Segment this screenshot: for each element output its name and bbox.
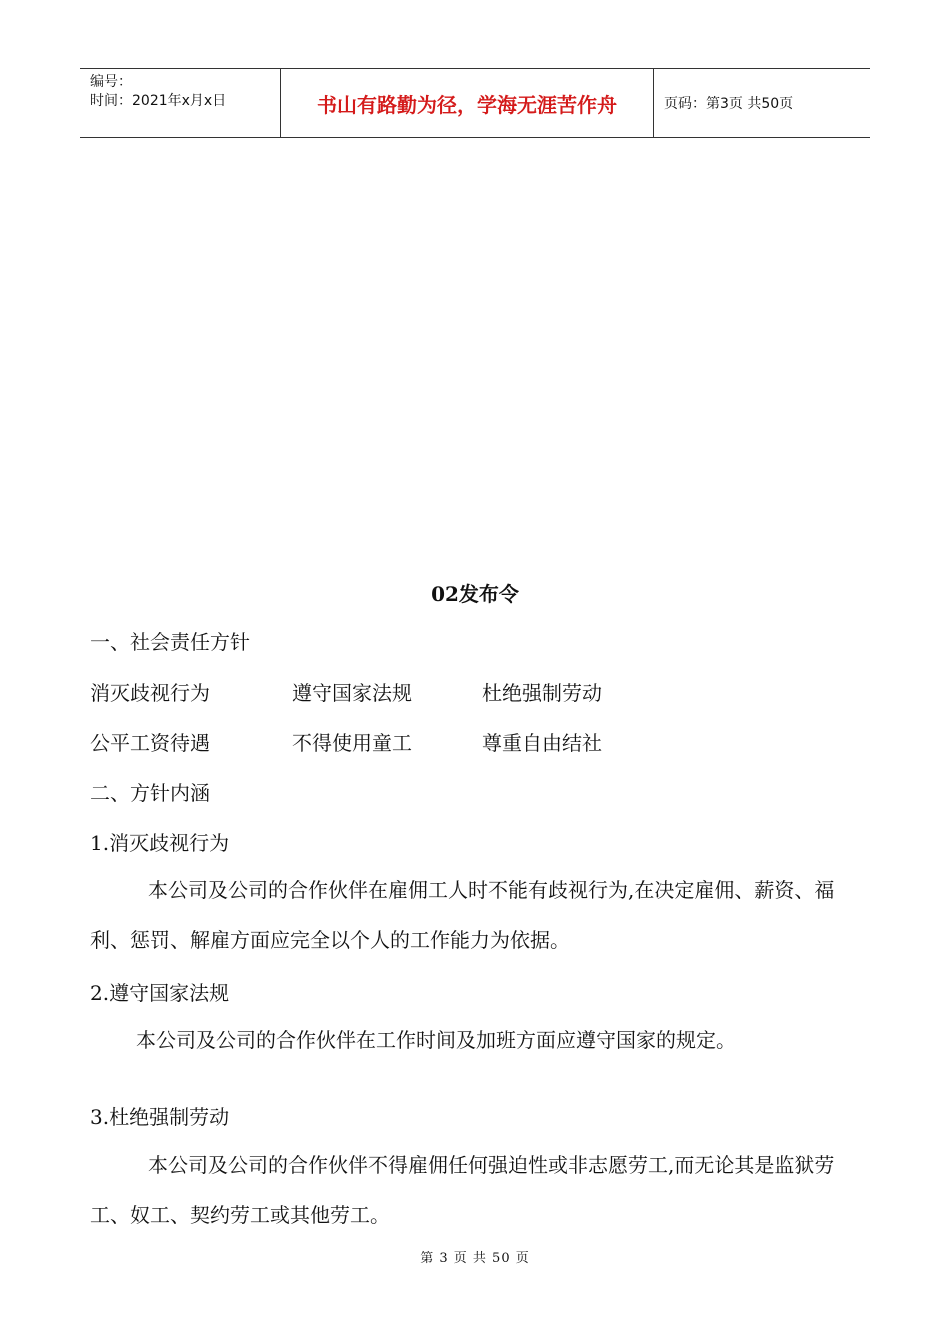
header-meta — [80, 69, 281, 137]
policy-item: 杜绝强制劳动 — [482, 681, 602, 705]
header-number-label: 编号： — [90, 74, 132, 90]
header-page-info: 页码：第3页 共50页 — [664, 96, 794, 112]
policy-item: 不得使用童工 — [292, 731, 412, 755]
header-time-label: 时间：2021年x月x日 — [90, 93, 227, 109]
document-title: 02发布令 — [431, 582, 519, 606]
item3-title: 3.杜绝强制劳动 — [90, 1105, 230, 1129]
section1-heading: 一、社会责任方针 — [90, 630, 250, 654]
policy-item: 公平工资待遇 — [90, 731, 210, 755]
item2-text: 本公司及公司的合作伙伴在工作时间及加班方面应遵守国家的规定。 — [136, 1028, 736, 1052]
item2-title: 2.遵守国家法规 — [90, 981, 230, 1005]
page-footer: 第 3 页 共 50 页 — [420, 1251, 530, 1266]
policy-item: 消灭歧视行为 — [90, 681, 210, 705]
item1-paragraph — [90, 865, 870, 965]
item1-title: 1.消灭歧视行为 — [90, 831, 230, 855]
section2-heading: 二、方针内涵 — [90, 781, 210, 805]
item2-paragraph — [90, 1015, 870, 1065]
policy-item: 尊重自由结社 — [482, 731, 602, 755]
policy-item: 遵守国家法规 — [292, 681, 412, 705]
header-motto: 书山有路勤为径，学海无涯苦作舟 — [281, 69, 654, 137]
item1-text: 本公司及公司的合作伙伴在雇佣工人时不能有歧视行为,在决定雇佣、薪资、福利、惩罚、解雇方面应完全以个人的工作能力为依据。 — [90, 878, 835, 952]
page-header — [80, 68, 870, 138]
item3-paragraph — [90, 1140, 870, 1240]
item3-text: 本公司及公司的合作伙伴不得雇佣任何强迫性或非志愿劳工,而无论其是监狱劳工、奴工、契约劳工或其他劳工。 — [90, 1153, 835, 1227]
